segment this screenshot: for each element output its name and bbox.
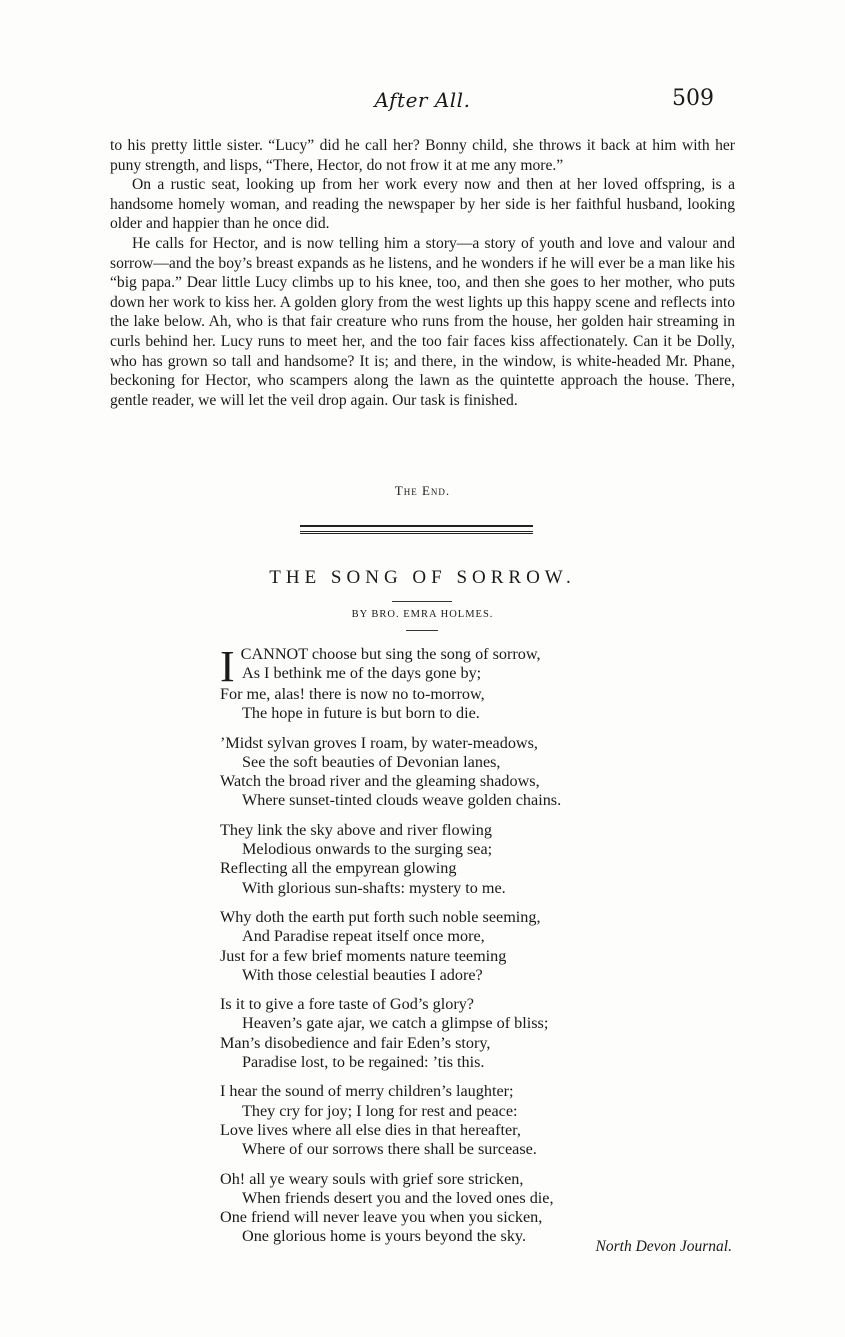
poem-line: One friend will never leave you when you sicken, (220, 1208, 543, 1227)
poem-line: Where sunset-tinted clouds weave golden chains. (242, 791, 562, 810)
running-title: After All. (374, 88, 471, 112)
story-paragraph: He calls for Hector, and is now telling him a story—a story of youth and love and valour and sorrow—and the boy’s breast expands as he listens, and he wonders if he will ever be a man like his “big papa.” Dear little Lucy climbs up to his knee, too, and then she goes to her mother, who puts down her work to kiss her. A golden glory from the west lights up this happy scene and reflects into the lake below. Ah, who is that fair creature who runs from the house, her golden hair streaming in curls behind her. Lucy runs to meet her, and the too fair faces kiss affectionately. Can it be Dolly, who has grown so tall and handsome? It is; and there, in the window, is white-headed Mr. Phane, beckoning for Hector, who scampers along the lawn as the quintette approach the house. There, gentle reader, we will let the veil drop again. Our task is finished. (110, 234, 735, 409)
stanza (220, 642, 740, 724)
story-paragraph: On a rustic seat, looking up from her work every now and then at her loved offspring, is a handsome homely woman, and reading the newspaper by her side is her faithful husband, looking older and happier than he once did. (110, 176, 735, 233)
poem-line: Just for a few brief moments nature teeming (220, 946, 507, 965)
poem-line: The hope in future is but born to die. (242, 704, 480, 723)
poem-line: ’Midst sylvan groves I roam, by water-meadows, (220, 733, 538, 752)
section-divider-line (300, 533, 533, 534)
poem-line: Where of our sorrows there shall be surcease. (242, 1140, 537, 1159)
poem-attribution: North Devon Journal. (595, 1238, 732, 1255)
story-text (110, 136, 735, 410)
poem-line: Reflecting all the empyrean glowing (220, 859, 457, 878)
poem-line: When friends desert you and the loved ones die, (242, 1188, 554, 1207)
stanza (220, 995, 740, 1072)
poem-line: With glorious sun-shafts: mystery to me. (242, 878, 506, 897)
stanza (220, 821, 740, 898)
poem-line: Melodious onwards to the surging sea; (242, 840, 493, 859)
byline-rule (406, 630, 438, 631)
stanza (220, 734, 740, 811)
poem-title: THE SONG OF SORROW. (269, 567, 576, 588)
stanza (220, 908, 740, 985)
poem-line: And Paradise repeat itself once more, (242, 927, 485, 946)
poem-line: See the soft beauties of Devonian lanes, (242, 752, 501, 771)
poem-line: Oh! all ye weary souls with grief sore stricken, (220, 1169, 524, 1188)
poem-line: They cry for joy; I long for rest and peace: (242, 1101, 518, 1120)
poem-line: Heaven’s gate ajar, we catch a glimpse of bliss; (242, 1014, 549, 1033)
section-divider (300, 525, 533, 532)
poem-line: They link the sky above and river flowing (220, 820, 492, 839)
poem-line: CANNOT choose but sing the song of sorrow, (240, 645, 541, 663)
poem-line: With those celestial beauties I adore? (242, 965, 483, 984)
poem-line: Watch the broad river and the gleaming shadows, (220, 772, 540, 791)
poem-line: Why doth the earth put forth such noble seeming, (220, 907, 541, 926)
poem-line: Is it to give a fore taste of God’s glory? (220, 995, 474, 1014)
poem-byline: BY BRO. EMRA HOLMES. (351, 609, 494, 620)
page-number: 509 (672, 86, 714, 111)
title-rule (392, 601, 452, 602)
poem-body (220, 642, 740, 1257)
poem-line: Man’s disobedience and fair Eden’s story, (220, 1033, 491, 1052)
poem-line: I hear the sound of merry children’s laughter; (220, 1082, 514, 1101)
end-mark: The End. (394, 483, 451, 498)
poem-line: Love lives where all else dies in that hereafter, (220, 1120, 521, 1139)
stanza (220, 1082, 740, 1159)
poem-line: As I bethink me of the days gone by; (242, 664, 482, 683)
poem-line: One glorious home is yours beyond the sky. (242, 1227, 526, 1246)
drop-cap: I (220, 642, 235, 691)
stanza (220, 1170, 740, 1247)
poem-line: Paradise lost, to be regained: ’tis this. (242, 1053, 485, 1072)
poem-line: For me, alas! there is now no to-morrow, (220, 685, 485, 703)
story-paragraph: to his pretty little sister. “Lucy” did he call her? Bonny child, she throws it back at him with her puny strength, and lisps, “There, Hector, do not frow it at me any more.” (110, 137, 735, 174)
